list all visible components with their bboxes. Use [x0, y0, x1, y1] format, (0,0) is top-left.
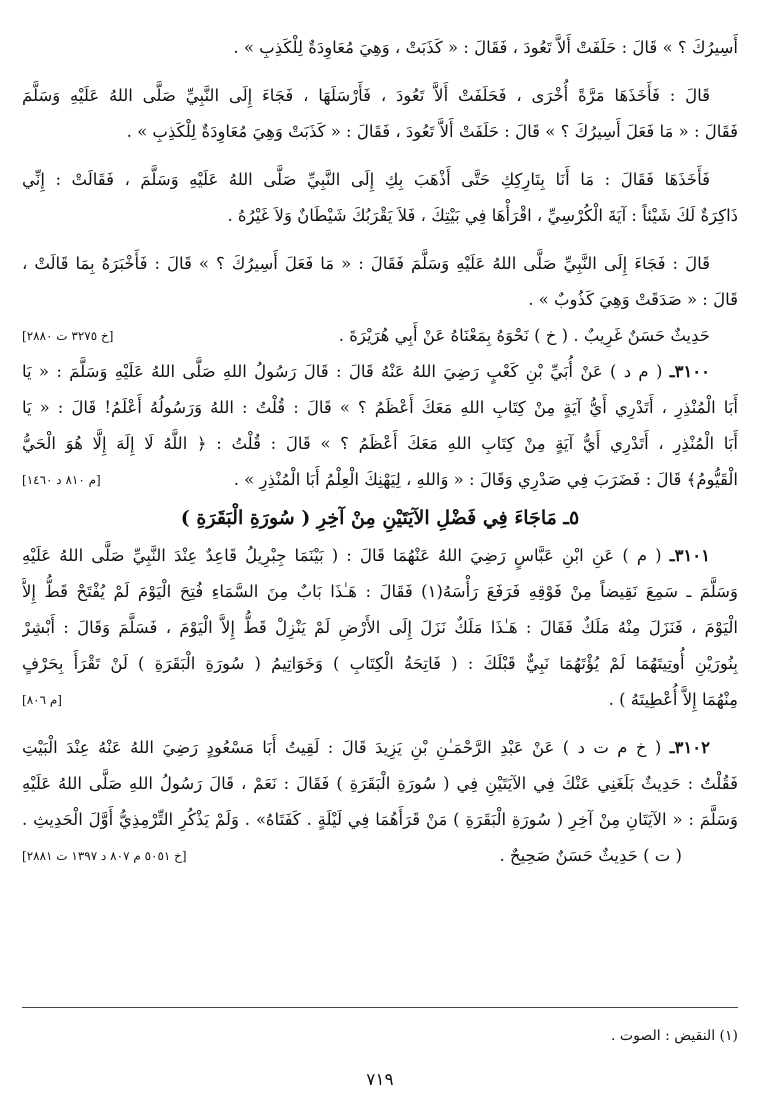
grading-line-2	[22, 838, 738, 874]
text-line: ٣١٠١ـ ( م ) عَنِ ابْنِ عَبَّاسٍ رَضِيَ اللهُ عَنْهُمَا قَالَ : ( بَيْنَمَا جِبْرِيلُ قَاعِدٌ عِنْدَ النَّبِيِّ صَلَّى اللهُ عَلَيْهِ	[22, 546, 711, 565]
hadith-number: ٣١٠٢ـ	[669, 738, 710, 757]
text-line: قَالَ : فَجَاءَ إِلَى النَّبِيِّ صَلَّى اللهُ عَلَيْهِ وَسَلَّمَ فَقَالَ : « مَا فَعَلَ أَسِيرُكَ ؟ » قَالَ : فَأَخْبَرَهُ بِمَا قَالَتْ ،	[22, 254, 710, 273]
hadith-3100	[22, 354, 738, 498]
page-number: ٧١٩	[366, 1070, 394, 1090]
text-line: الْقَيُّومُ﴾ قَالَ : فَضَرَبَ فِي صَدْرِي وَقَالَ : « وَاللهِ ، لِيَهْنِكَ الْعِلْمُ أَبَا الْمُنْذِرِ » . [م ٨١٠ د ١٤٦٠]	[22, 462, 738, 498]
reference-bracket: [م ٨٠٦]	[22, 693, 62, 707]
text-line: فَقَالَ : « مَا فَعَلَ أَسِيرُكَ ؟ » قَالَ : حَلَفَتْ أَلاَّ تَعُودَ ، فَقَالَ : « كَذَبَتْ وَهِيَ مُعَاوِدَةٌ لِلْكَذِبِ » .	[126, 122, 738, 141]
paragraph-block3	[22, 162, 738, 234]
section-heading: ٥ـ مَاجَاءَ فِي فَضْلِ الآيَتَيْنِ مِنْ آخِرِ ( سُورَةِ الْبَقَرَةِ )	[180, 507, 580, 529]
text-line: وَسَلَّمَ ـ سَمِعَ نَقِيضاً مِنْ فَوْقِهِ فَرَفَعَ رَأْسَهُ(١) فَقَالَ : هَـٰذَا بَابٌ مِنَ السَّمَاءِ فُتِحَ الْيَوْمَ لَمْ يُفْتَحْ قَطُّ إِلاَّ	[22, 582, 738, 601]
text-line: فَأَخَذَهَا فَقَالَ : مَا أَنَا بِتَارِكِكِ حَتَّى أَذْهَبَ بِكِ إِلَى النَّبِيِّ صَلَّى اللهُ عَلَيْهِ وَسَلَّمَ ، فَقَالَتْ : إِنِّي	[22, 170, 710, 189]
text-line: ٣١٠٠ـ ( م د ) عَنْ أُبَيِّ بْنِ كَعْبٍ رَضِيَ اللهُ عَنْهُ قَالَ : قَالَ رَسُولُ اللهِ صَلَّى اللهُ عَلَيْهِ وَسَلَّمَ : « يَا	[22, 362, 711, 381]
reference-bracket: [م ٨١٠ د ١٤٦٠]	[22, 473, 101, 487]
text-line: قَالَ : فَأَخَذَهَا مَرَّةً أُخْرَى ، فَحَلَفَتْ أَلاَّ تَعُودَ ، فَأَرْسَلَهَا ، فَجَاءَ إِلَى النَّبِيِّ صَلَّى اللهُ عَلَيْهِ وَسَلَّمَ	[22, 86, 710, 105]
text-line: مِنْهُمَا إِلاَّ أُعْطِيتَهُ ) . [م ٨٠٦]	[22, 682, 738, 718]
paragraph-block4	[22, 246, 738, 318]
footnote-divider	[22, 1007, 738, 1008]
text-line: أَبَا الْمُنْذِرِ ، أَتَدْرِي أَيُّ آيَةٍ مِنْ كِتَابِ اللهِ مَعَكَ أَعْظَمُ ؟ » قَالَ : قُلْتُ : ﴿ اللَّهُ لَا إِلَهَ إِلَّا هُوَ الْحَيُّ	[22, 434, 738, 453]
grading-text: ( ت ) حَدِيثٌ حَسَنٌ صَحِيحٌ .	[499, 846, 682, 865]
paragraph-block2	[22, 78, 738, 150]
grading-text: حَدِيثٌ حَسَنٌ غَرِيبٌ . ( خ ) نَحْوَهُ بِمَعْنَاهُ عَنْ أَبِي هُرَيْرَةَ .	[338, 326, 710, 345]
text-line: ذَاكِرَةٌ لَكَ شَيْئاً : آيَةَ الْكُرْسِيِّ ، اقْرَأْهَا فِي بَيْتِكَ ، فَلاَ يَقْرَبُكَ شَيْطَانٌ وَلاَ غَيْرُهُ .	[227, 206, 738, 225]
text-line: بِنُورَيْنِ أُوتِيتَهُمَا لَمْ يُؤْتَهُمَا نَبِيٌّ قَبْلَكَ : ( فَاتِحَةُ الْكِتَابِ ) وَخَوَاتِيمُ ( سُورَةِ الْبَقَرَةِ ) لَنْ تَقْرَأَ بِحَرْفٍ	[22, 654, 738, 673]
hadith-3101	[22, 538, 738, 718]
reference-bracket: [خ ٥٠٥١ م ٨٠٧ د ١٣٩٧ ت ٢٨٨١]	[22, 849, 187, 863]
text-line: قَالَ : « صَدَقَتْ وَهِيَ كَذُوبٌ » .	[528, 290, 738, 309]
hadith-3102	[22, 730, 738, 838]
text-line: أَسِيرُكَ ؟ » قَالَ : حَلَفَتْ أَلاَّ تَعُودَ ، فَقَالَ : « كَذَبَتْ ، وَهِيَ مُعَاوِدَةٌ لِلْكَذِبِ » .	[233, 38, 738, 57]
page-body	[22, 30, 738, 874]
paragraph-block1	[22, 30, 738, 66]
hadith-number: ٣١٠٠ـ	[669, 362, 711, 381]
reference-bracket: [خ ٣٢٧٥ ت ٢٨٨٠]	[22, 329, 114, 343]
text-line: أَبَا الْمُنْذِرِ ، أَتَدْرِي أَيُّ آيَةٍ مِنْ كِتَابِ اللهِ مَعَكَ أَعْظَمُ ؟ » قَالَ : قُلْتُ : اللهُ وَرَسُولُهُ أَعْلَمُ! قَالَ : « يَا	[22, 398, 738, 417]
grading-line-1	[22, 318, 738, 354]
text-line: وَسَلَّمَ : « الآيَتَانِ مِنْ آخِرِ ( سُورَةِ الْبَقَرَةِ ) مَنْ قَرَأَهُمَا فِي لَيْلَةٍ . كَفَتَاهُ» . وَلَمْ يَذْكُرِ التِّرْمِذِيُّ أَوَّلَ الْحَدِيثِ .	[22, 810, 738, 829]
hadith-number: ٣١٠١ـ	[669, 546, 711, 565]
text-line: الْيَوْمَ ، فَنَزَلَ مِنْهُ مَلَكٌ فَقَالَ : هَـٰذَا مَلَكٌ نَزَلَ إِلَى الأَرْضِ لَمْ يَنْزِلْ قَطُّ إِلاَّ الْيَوْمَ ، فَسَلَّمَ وَقَالَ : أَبْشِرْ	[22, 618, 738, 637]
text-line: فَقُلْتُ : حَدِيثٌ بَلَغَنِي عَنْكَ فِي الآيَتَيْنِ فِي ( سُورَةِ الْبَقَرَةِ ) فَقَالَ : نَعَمْ ، قَالَ رَسُولُ اللهِ صَلَّى اللهُ عَلَيْهِ	[22, 774, 738, 793]
text-line: ٣١٠٢ـ ( خ م ت د ) عَنْ عَبْدِ الرَّحْمَـٰنِ بْنِ يَزِيدَ قَالَ : لَقِيتُ أَبَا مَسْعُودٍ رَضِيَ اللهُ عَنْهُ عِنْدَ الْبَيْتِ	[22, 738, 710, 757]
footnote: (١) النقيض : الصوت .	[611, 1028, 738, 1044]
